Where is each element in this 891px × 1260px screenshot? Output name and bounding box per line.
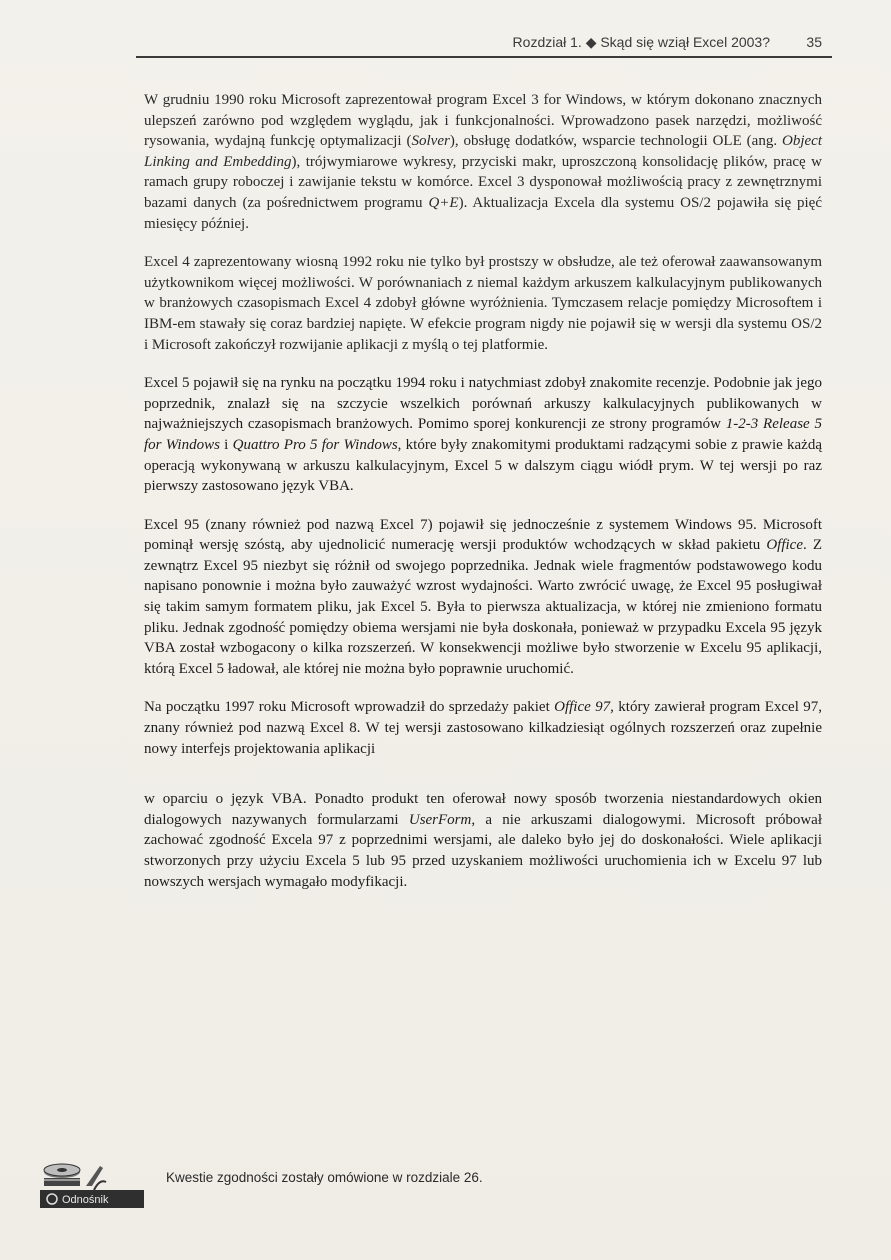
running-header bbox=[140, 28, 828, 54]
paragraph-excel-3: W grudniu 1990 roku Microsoft zaprezentował program Excel 3 for Windows, w którym dokonano znacznych ulepszeń zarówno pod względem wyglądu, jak i funkcjonalności. Wprowadzono pasek narzędzi, możliwość rysowania, wydajną funkcję optymalizacji (Solver), obsługę dodatków, wsparcie technologii OLE (ang. Object Linking and Embedding), trójwymiarowe wykresy, przyciski makr, uproszczoną konsolidację plików, pracę w ramach grupy roboczej i zawijanie tekstu w komórce. Excel 3 dysponował możliwością pracy z zewnętrznymi bazami danych (za pośrednictwem programu Q+E). Aktualizacja Excela dla systemu OS/2 pojawiła się pięć miesięcy później. bbox=[144, 92, 822, 232]
page-number: 35 bbox=[806, 34, 822, 50]
cross-reference-text: Kwestie zgodności zostały omówione w rozdziale 26. bbox=[166, 1170, 483, 1185]
paragraph-excel-4: Excel 4 zaprezentowany wiosną 1992 roku nie tylko był prostszy w obsłudze, ale też oferował zaawansowanym użytkownikom więcej możliwości. W porównaniach z niemal każdym arkuszem kalkulacyjnym publikowanych w branżowych czasopismach Excel 4 zdobył główne wyróżnienia. Tymczasem relacje pomiędzy Microsoftem i IBM-em stawały się coraz bardziej napięte. W efekcie program nigdy nie pojawił się w wersji dla systemu OS/2 i Microsoft zakończył rozwijanie aplikacji z myślą o tej platformie. bbox=[144, 254, 822, 353]
cross-reference-note bbox=[40, 1160, 830, 1220]
header-divider bbox=[136, 56, 832, 58]
paragraph-userform: w oparciu o język VBA. Ponadto produkt ten oferował nowy sposób tworzenia niestandardowych okien dialogowych nazywanych formularzami UserForm, a nie arkuszami dialogowymi. Microsoft próbował zachować zgodność Excela 97 z poprzednimi wersjami, ale daleko było jej do doskonałości. Wiele aplikacji stworzonych przy użyciu Excela 5 lub 95 przed uzyskaniem możliwości uruchomienia ich w Excelu 97 lub nowszych wersjach wymagało modyfikacji. bbox=[144, 791, 822, 890]
body-text bbox=[144, 90, 822, 910]
chapter-title: Rozdział 1. ◆ Skąd się wziął Excel 2003? bbox=[512, 34, 770, 50]
paragraph-excel-5: Excel 5 pojawił się na rynku na początku 1994 roku i natychmiast zdobył znakomite recenzje. Podobnie jak jego poprzednik, znalazł się na szczycie wszelkich porównań arkuszy kalkulacyjnych publikowanych w najważniejszych czasopismach branżowych. Pomimo sporej konkurencji ze strony programów 1-2-3 Release 5 for Windows i Quattro Pro 5 for Windows, które były znakomitymi produktami radzącymi sobie z prawie każdą operacją wykonywaną w arkuszu kalkulacyjnym, Excel 5 w dalszym ciągu wiódł prym. W tej wersji po raz pierwszy zastosowano język VBA. bbox=[144, 375, 822, 495]
cross-reference-icon bbox=[40, 1160, 144, 1212]
cross-reference-icon-label: Odnośnik bbox=[62, 1194, 109, 1206]
paragraph-excel-95: Excel 95 (znany również pod nazwą Excel 7) pojawił się jednocześnie z systemem Windows 95. Microsoft pominął wersję szóstą, aby ujednolicić numerację wersji produktów wchodzących w skład pakietu Office. Z zewnątrz Excel 95 niezbyt się różnił od swojego poprzednika. Jednak wiele fragmentów podstawowego kodu napisano ponownie i można było zauważyć wzrost wydajności. Warto zwrócić uwagę, że Excel 95 posługiwał się takim samym formatem pliku, jak Excel 5. Była to pierwsza aktualizacja, w której nie zmieniono formatu pliku. Jednak zgodność pomiędzy obiema wersjami nie była doskonała, ponieważ w przypadku Excela 95 język VBA został wzbogacony o kilka rozszerzeń. W konsekwencji możliwe było stworzenie w Excelu 95 aplikacji, którą Excel 5 ładował, ale której nie można było poprawnie uruchomić. bbox=[144, 516, 822, 677]
paragraph-excel-97: Na początku 1997 roku Microsoft wprowadził do sprzedaży pakiet Office 97, który zawierał program Excel 97, znany również pod nazwą Excel 8. W tej wersji zastosowano kilkadziesiąt ogólnych rozszerzeń oraz zupełnie nowy interfejs projektowania aplikacji bbox=[144, 699, 822, 757]
